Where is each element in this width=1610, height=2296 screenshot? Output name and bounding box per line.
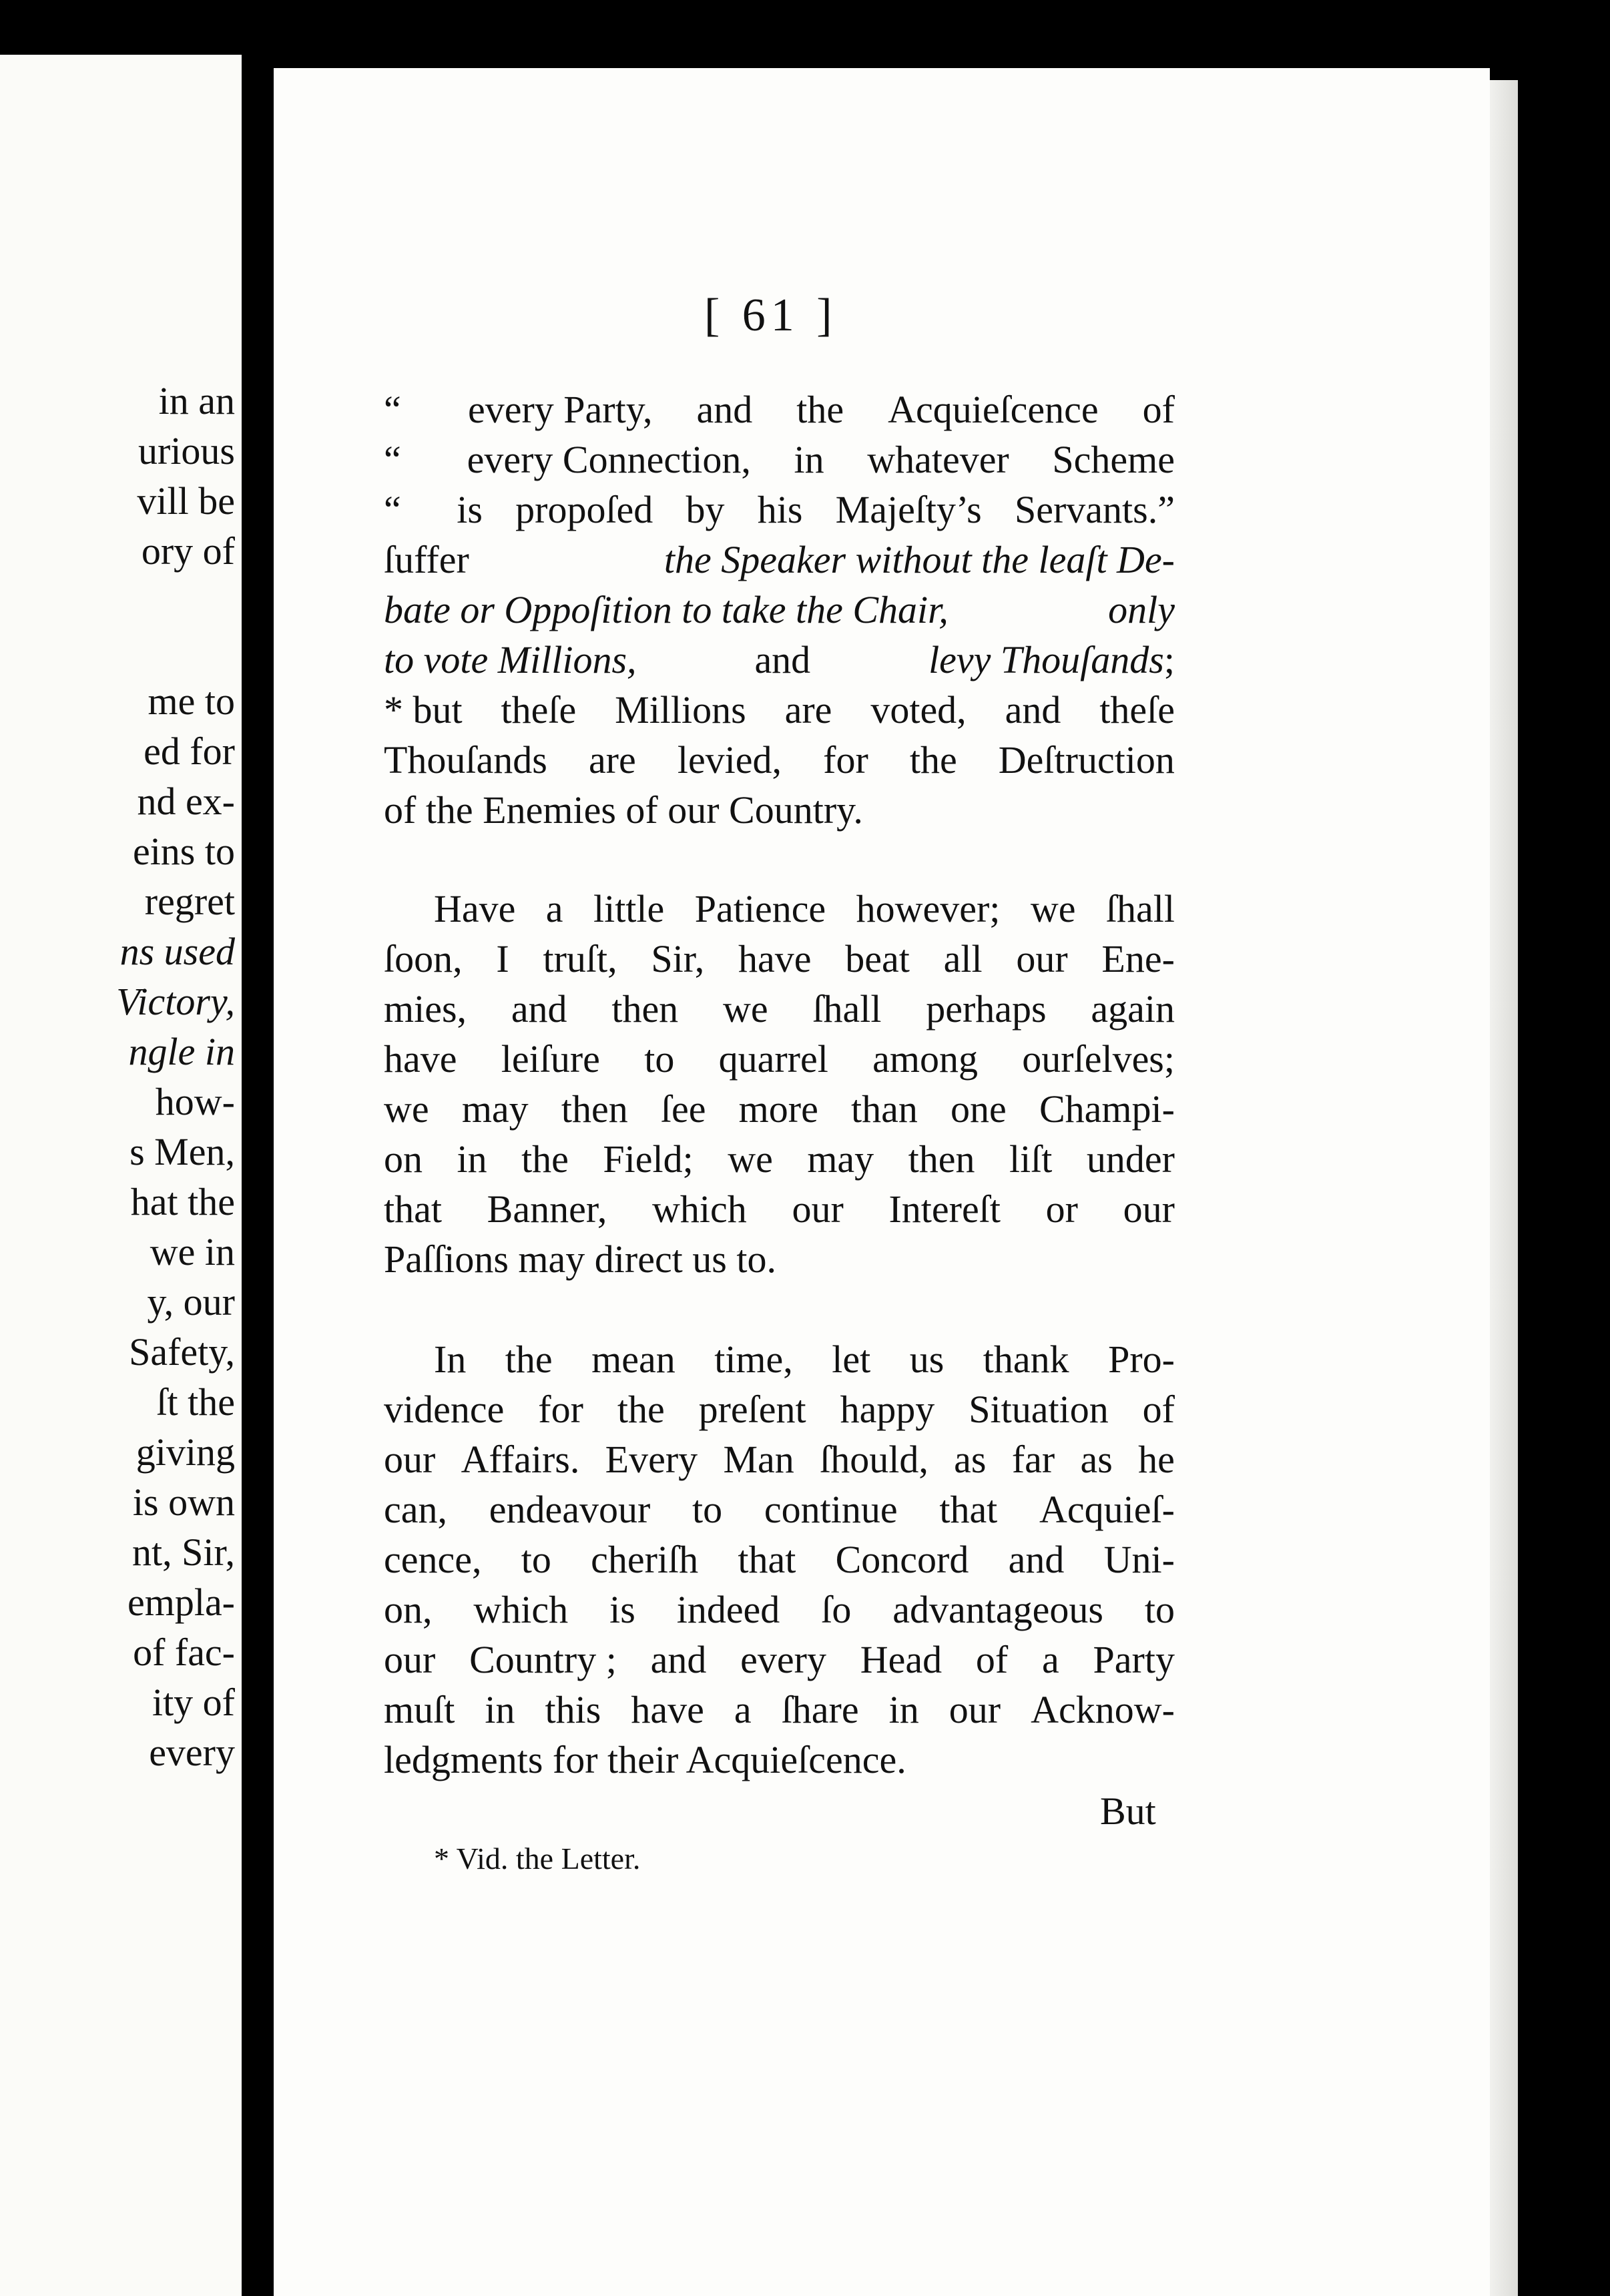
page-number: [ 61 ] [704, 290, 838, 341]
text-line-18: In the mean time, let us thank Pro- [434, 1338, 1175, 1381]
left-page-line: me to [148, 679, 235, 723]
text-line-25: muſt in this have a ſhare in our Acknow- [384, 1688, 1175, 1731]
left-page-line: Victory, [116, 980, 235, 1023]
text-line-21: can, endeavour to continue that Acquieſ- [384, 1488, 1175, 1531]
left-page-line: every [149, 1731, 235, 1774]
left-page-line: s Men, [129, 1130, 235, 1173]
text-line-13: have leiſure to quarrel among ourſelves; [384, 1037, 1175, 1081]
catchword: But [1100, 1789, 1156, 1833]
left-page [0, 55, 242, 2296]
left-page-line: in an [158, 379, 235, 422]
text-line-19: vidence for the preſent happy Situation of [384, 1388, 1175, 1431]
left-page-line: nt, Sir, [132, 1530, 235, 1574]
text-line-5: bate or Oppoſition to take the Chair, only [384, 588, 1175, 631]
left-page-line: ns used [119, 930, 235, 973]
text-line-17: Paſſions may direct us to. [384, 1237, 776, 1281]
text-line-2: “ every Connection, in whatever Scheme [384, 438, 1175, 481]
left-page-line: ſt the [156, 1380, 235, 1424]
left-page-line: urious [138, 429, 235, 473]
left-page-line: Safety, [129, 1330, 235, 1374]
text-line-6: to vote Millions, and levy Thouſands; [384, 638, 1175, 681]
left-page-line: regret [144, 880, 235, 923]
left-page-line: empla- [127, 1581, 235, 1624]
text-line-10: Have a little Patience however; we ſhall [434, 887, 1175, 930]
left-page-line: eins to [132, 830, 235, 873]
left-page-line: vill be [137, 479, 235, 523]
text-line-11: ſoon, I truſt, Sir, have beat all our Ene- [384, 937, 1175, 980]
text-line-4: ſuffer the Speaker without the leaſt De- [384, 538, 1175, 581]
text-line-24: our Country ; and every Head of a Party [384, 1638, 1175, 1681]
left-page-line: ngle in [128, 1030, 235, 1073]
text-line-23: on, which is indeed ſo advantageous to [384, 1588, 1175, 1631]
text-line-22: cence, to cheriſh that Concord and Uni- [384, 1538, 1175, 1581]
left-page-line: y, our [147, 1280, 235, 1324]
left-page-line: hat the [130, 1180, 235, 1223]
text-line-7: * but theſe Millions are voted, and theſe [384, 688, 1175, 732]
left-page-line: how- [155, 1080, 235, 1123]
text-line-26: ledgments for their Acquieſcence. [384, 1738, 906, 1781]
text-line-3: “ is propoſed by his Majeſty’s Servants.” [384, 488, 1175, 531]
text-line-9: of the Enemies of our Country. [384, 788, 863, 832]
left-page-line: ed for [144, 730, 235, 773]
left-page-line: ity of [152, 1681, 235, 1724]
left-page-line: ory of [141, 529, 235, 573]
left-page-line: of fac- [133, 1631, 235, 1674]
page-edge [1490, 80, 1518, 2296]
left-page-line: we in [150, 1230, 235, 1273]
text-line-15: on in the Field; we may then liſt under [384, 1137, 1175, 1181]
text-line-8: Thouſands are levied, for the Deſtruction [384, 738, 1175, 782]
text-line-1: “ every Party, and the Acquieſcence of [384, 388, 1175, 431]
text-line-12: mies, and then we ſhall perhaps again [384, 987, 1175, 1031]
text-line-16: that Banner, which our Intereſt or our [384, 1187, 1175, 1231]
text-line-20: our Affairs. Every Man ſhould, as far as he [384, 1438, 1175, 1481]
text-line-14: we may then ſee more than one Champi- [384, 1087, 1175, 1131]
left-page-line: nd ex- [137, 780, 235, 823]
left-page-line: giving [136, 1430, 235, 1474]
footnote: * Vid. the Letter. [434, 1841, 641, 1876]
left-page-line: is own [132, 1480, 235, 1524]
book-gutter [242, 0, 274, 2296]
